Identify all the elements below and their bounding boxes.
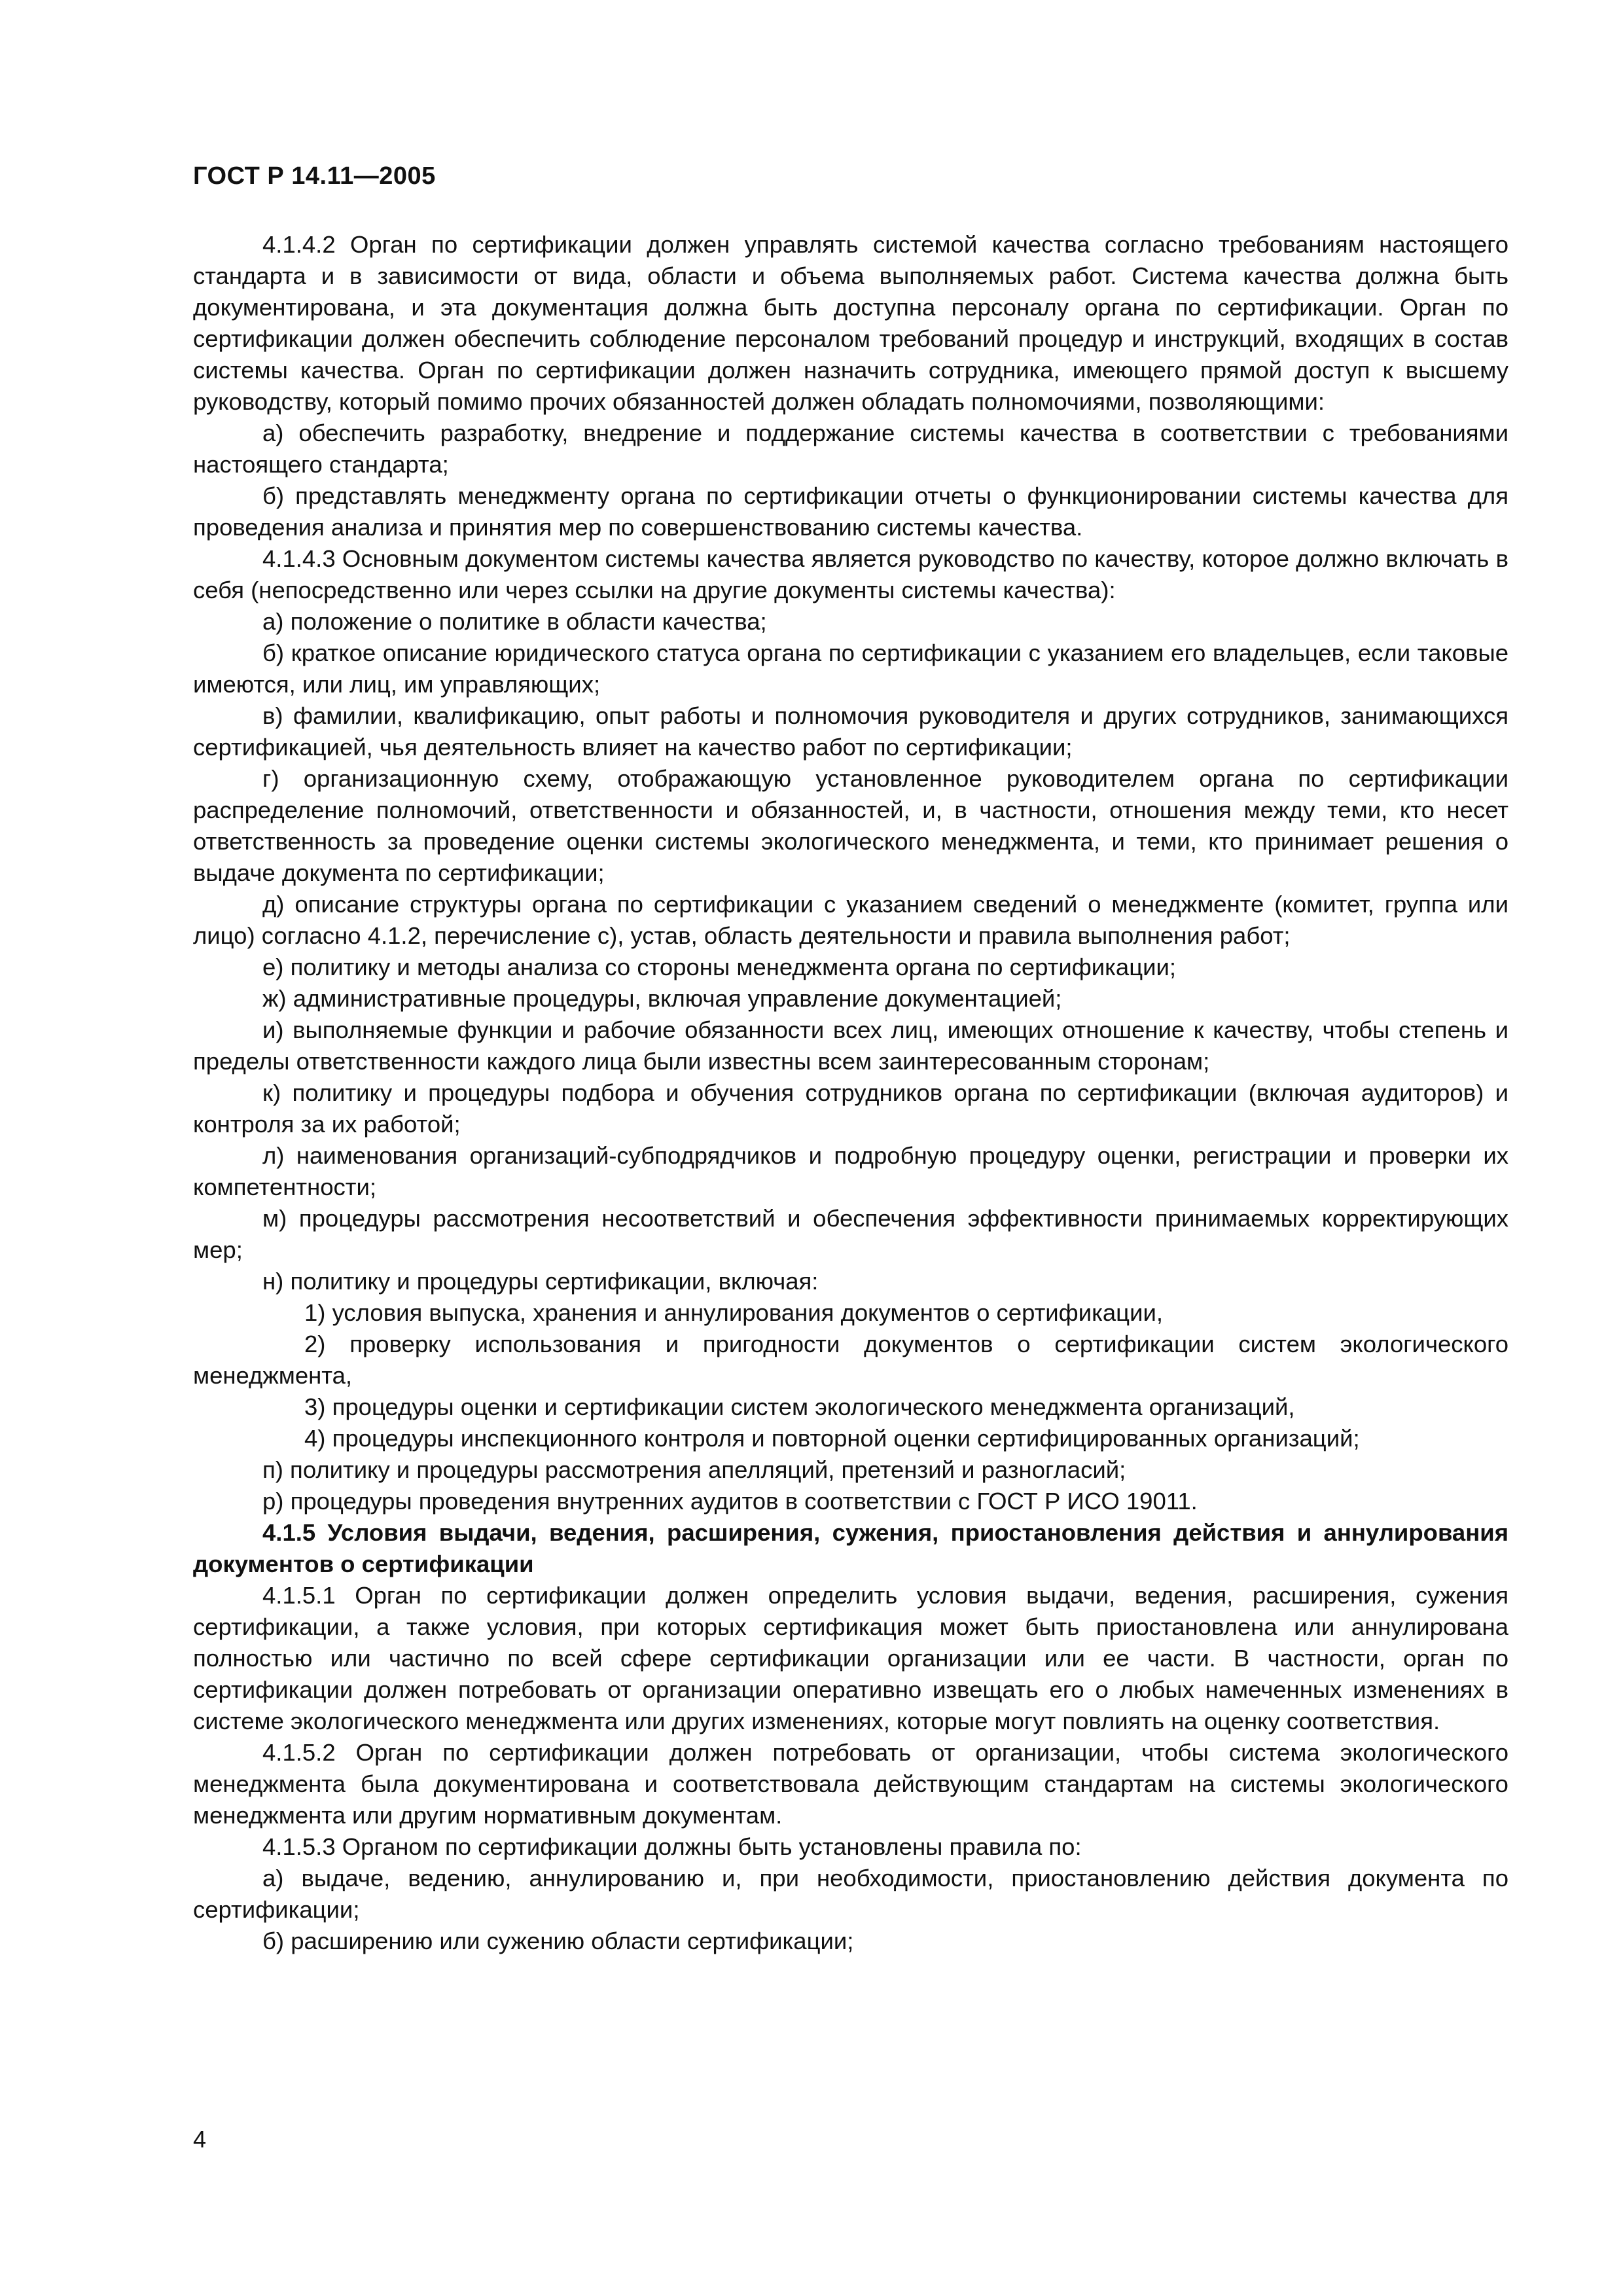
section-heading: 4.1.5 Условия выдачи, ведения, расширения, сужения, приостановления действия и аннулирования документов о сертификации [193,1519,1508,1577]
paragraph: м) процедуры рассмотрения несоответствий и обеспечения эффективности принимаемых корректирующих мер; [193,1205,1508,1263]
paragraph: р) процедуры проведения внутренних аудитов в соответствии с ГОСТ Р ИСО 19011. [262,1488,1198,1515]
document-body [193,229,1508,1957]
paragraph: н) политику и процедуры сертификации, включая: [262,1268,819,1295]
paragraph: а) положение о политике в области качества; [262,608,767,635]
paragraph: л) наименования организаций-субподрядчиков и подробную процедуру оценки, регистрации и проверки их компетентности; [193,1142,1508,1200]
paragraph: б) расширению или сужению области сертификации; [262,1928,854,1954]
page-number: 4 [193,2126,207,2153]
sub-list-item: 1) условия выпуска, хранения и аннулирования документов о сертификации, [304,1299,1163,1326]
paragraph: и) выполняемые функции и рабочие обязанности всех лиц, имеющих отношение к качеству, чтобы степень и пределы ответственности каждого лица были известны всем заинтересованным сторонам; [193,1016,1508,1075]
paragraph: 4.1.4.2 Орган по сертификации должен управлять системой качества согласно требованиям настоящего стандарта и в зависимости от вида, области и объема выполняемых работ. Система качества должна быть документирована, и эта документация должна быть доступна персоналу органа по сертификации. Орган по сертификации должен обеспечить соблюдение персоналом требований процедур и инструкций, входящих в состав системы качества. Орган по сертификации должен назначить сотрудника, имеющего прямой доступ к высшему руководству, который помимо прочих обязанностей должен обладать полномочиями, позволяющими: [193,231,1508,415]
sub-list-item: 3) процедуры оценки и сертификации систем экологического менеджмента организаций, [304,1393,1295,1420]
paragraph: е) политику и методы анализа со стороны менеджмента органа по сертификации; [262,954,1177,980]
paragraph: 4.1.5.1 Орган по сертификации должен определить условия выдачи, ведения, расширения, сужения сертификации, а также условия, при которых сертификация может быть приостановлена или аннулирована полностью или частично по всей сфере сертификации организации или ее части. В частности, орган по сертификации должен потребовать от организации оперативно извещать его о любых намеченных изменениях в системе экологического менеджмента или других изменениях, которые могут повлиять на оценку соответствия. [193,1582,1508,1734]
sub-list-item: 4) процедуры инспекционного контроля и повторной оценки сертифицированных организаций; [304,1425,1360,1452]
sub-list-item: 2) проверку использования и пригодности документов о сертификации систем экологического менеджмента, [193,1331,1508,1389]
paragraph: 4.1.4.3 Основным документом системы качества является руководство по качеству, которое должно включать в себя (непосредственно или через ссылки на другие документы системы качества): [193,545,1508,603]
paragraph: ж) административные процедуры, включая управление документацией; [262,985,1062,1012]
paragraph: а) обеспечить разработку, внедрение и поддержание системы качества в соответствии с требованиями настоящего стандарта; [193,420,1508,478]
paragraph: п) политику и процедуры рассмотрения апелляций, претензий и разногласий; [262,1456,1126,1483]
paragraph: б) краткое описание юридического статуса органа по сертификации с указанием его владельцев, если таковые имеются, или лиц, им управляющих; [193,639,1508,698]
paragraph: б) представлять менеджменту органа по сертификации отчеты о функционировании системы качества для проведения анализа и принятия мер по совершенствованию системы качества. [193,482,1508,541]
paragraph: 4.1.5.2 Орган по сертификации должен потребовать от организации, чтобы система экологического менеджмента была документирована и соответствовала действующим стандартам на системы экологического менеджмента или другим нормативным документам. [193,1739,1508,1829]
paragraph: к) политику и процедуры подбора и обучения сотрудников органа по сертификации (включая аудиторов) и контроля за их работой; [193,1079,1508,1138]
paragraph: 4.1.5.3 Органом по сертификации должны быть установлены правила по: [262,1833,1082,1860]
paragraph: в) фамилии, квалификацию, опыт работы и полномочия руководителя и других сотрудников, занимающихся сертификацией, чья деятельность влияет на качество работ по сертификации; [193,702,1508,761]
paragraph: д) описание структуры органа по сертификации с указанием сведений о менеджменте (комитет, группа или лицо) согласно 4.1.2, перечисление с), устав, область деятельности и правила выполнения работ; [193,891,1508,949]
paragraph: г) организационную схему, отображающую установленное руководителем органа по сертификации распределение полномочий, ответственности и обязанностей, и, в частности, отношения между теми, кто несет ответственность за проведение оценки системы экологического менеджмента, и теми, кто принимает решения о выдаче документа по сертификации; [193,765,1508,886]
document-header-standard-number: ГОСТ Р 14.11—2005 [193,162,436,190]
paragraph: а) выдаче, ведению, аннулированию и, при необходимости, приостановлению действия документа по сертификации; [193,1865,1508,1923]
